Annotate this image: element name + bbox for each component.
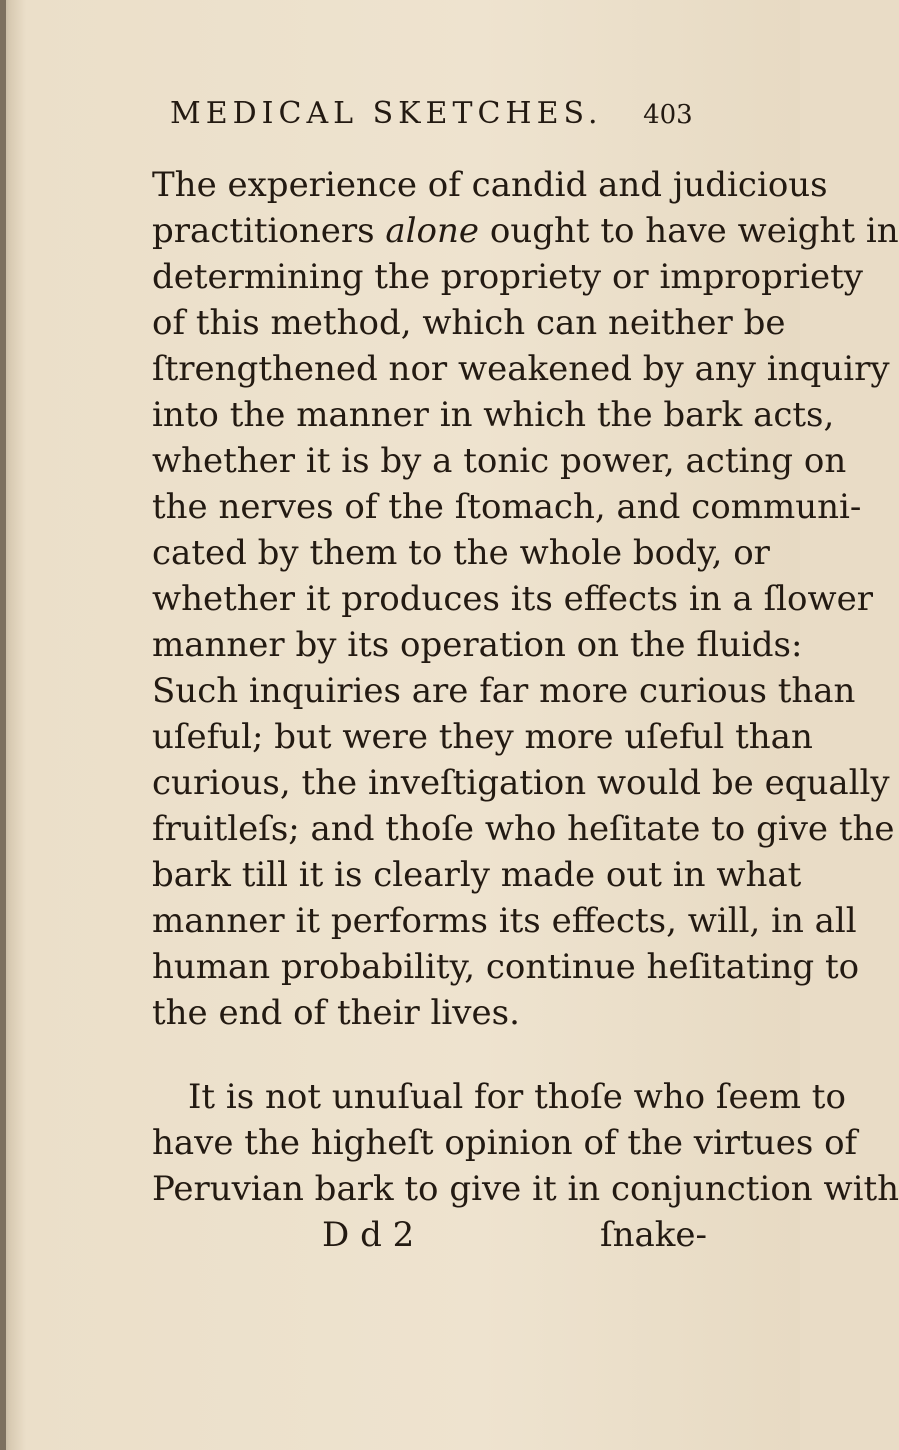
text-line: ſtrengthened nor weakened by any inquiry <box>152 349 890 389</box>
text-line: into the manner in which the bark acts, <box>152 395 835 435</box>
text-line: uſeful; but were they more uſeful than <box>152 717 813 757</box>
text-line: The experience of candid and judicious <box>152 165 828 205</box>
text-fragment: practitioners <box>152 211 386 251</box>
text-line: manner it performs its effects, will, in all <box>152 901 857 941</box>
running-header <box>170 96 693 140</box>
catchword: ſnake- <box>600 1215 707 1255</box>
running-title: MEDICAL SKETCHES. <box>170 96 603 131</box>
page-gutter <box>0 0 6 1450</box>
text-line-with-emphasis <box>152 208 899 254</box>
text-line: manner by its operation on the fluids: <box>152 625 803 665</box>
text-fragment: ought to have weight in <box>479 211 899 251</box>
text-line: determining the propriety or impropriety <box>152 257 863 297</box>
text-line: Such inquiries are far more curious than <box>152 671 856 711</box>
text-line: cated by them to the whole body, or <box>152 533 770 573</box>
text-line: of this method, which can neither be <box>152 303 786 343</box>
text-line: whether it is by a tonic power, acting on <box>152 441 847 481</box>
signature-mark: D d 2 <box>322 1215 415 1255</box>
text-line: bark till it is clearly made out in what <box>152 855 802 895</box>
page-number: 403 <box>643 100 693 130</box>
text-line: human probability, continue heſitating to <box>152 947 860 987</box>
text-line: the nerves of the ſtomach, and communi- <box>152 487 862 527</box>
text-line: curious, the inveſtigation would be equally <box>152 763 890 803</box>
text-line: the end of their lives. <box>152 993 520 1033</box>
text-line: fruitleſs; and thoſe who heſitate to give the <box>152 809 895 849</box>
emphasized-word: alone <box>385 211 480 251</box>
text-line: whether it produces its effects in a ſlower <box>152 579 873 619</box>
text-line: It is not unuſual for thoſe who ſeem to <box>188 1077 846 1117</box>
text-line: Peruvian bark to give it in conjunction with <box>152 1169 899 1209</box>
text-line: have the higheſt opinion of the virtues of <box>152 1123 858 1163</box>
